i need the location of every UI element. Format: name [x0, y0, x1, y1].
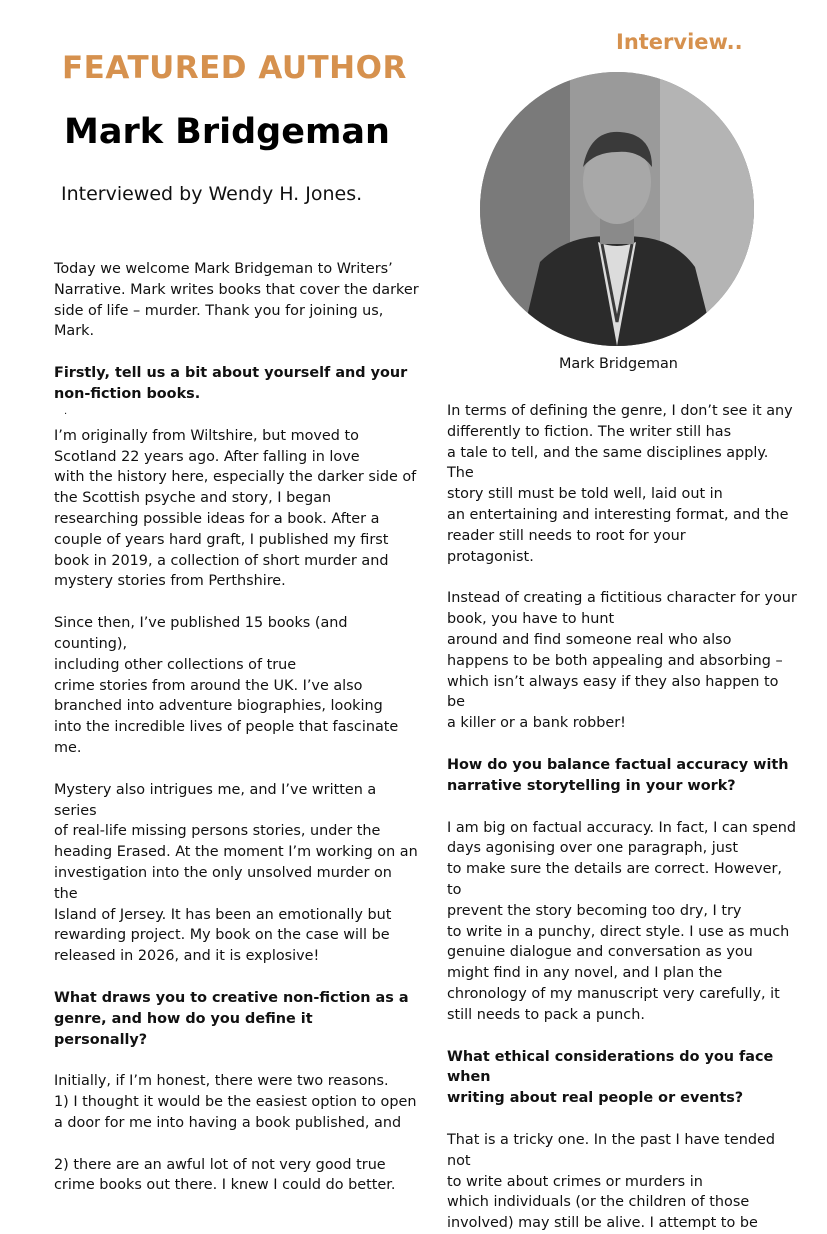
answer-paragraph: 2) there are an awful lot of not very good true crime books out there. I knew I could do better. [54, 1156, 396, 1194]
question-factual-accuracy: How do you balance factual accuracy with narrative storytelling in your work? [447, 756, 789, 794]
answer-paragraph: I’m originally from Wiltshire, but moved to Scotland 22 years ago. After falling in love with the history here, especially the darker side of the Scottish psyche and story, I began researching possible ideas for a book. After a couple of years hard graft, I published my first book in 2019, a collection of short murder and mystery stories from Perthshire. [54, 427, 417, 590]
question-about-yourself: Firstly, tell us a bit about yourself and your non-fiction books. [54, 365, 408, 402]
answer-paragraph: Initially, if I’m honest, there were two reasons. 1) I thought it would be the easiest option to open a door for me into having a book published, and [54, 1073, 417, 1131]
answer-paragraph: That is a tricky one. In the past I have tended not to write about crimes or murders in which individuals (or the children of those involved) may still be alive. I attempt to be [447, 1131, 775, 1232]
left-column [54, 259, 419, 1196]
interviewer-byline: Interviewed by Wendy H. Jones. [61, 183, 363, 205]
intro-paragraph: Today we welcome Mark Bridgeman to Writers’ Narrative. Mark writes books that cover the darker side of life – murder. Thank you for joining us, Mark. [54, 261, 419, 340]
right-column [447, 401, 797, 1234]
photo-caption: Mark Bridgeman [559, 356, 678, 372]
answer-paragraph: In terms of defining the genre, I don’t see it any differently to fiction. The writer still has a tale to tell, and the same disciplines apply. The story still must be told well, laid out in an entertaining and interesting format, and the reader still needs to root for your protagonist. [447, 403, 793, 565]
stray-dot: . [64, 405, 68, 417]
author-name-title: Mark Bridgeman [64, 112, 390, 152]
author-portrait-illustration [480, 72, 754, 346]
author-photo [480, 72, 754, 346]
answer-paragraph: Instead of creating a fictitious character for your book, you have to hunt around and find someone real who also happens to be both appealing and absorbing – which isn’t always easy if they also happen to be a killer or a bank robber! [447, 590, 797, 732]
question-ethical-considerations: What ethical considerations do you face when writing about real people or events? [447, 1048, 774, 1107]
question-creative-non-fiction: What draws you to creative non-fiction as a genre, and how do you define it personally? [54, 989, 409, 1048]
featured-author-heading: FEATURED AUTHOR [62, 50, 407, 86]
interview-label: Interview.. [616, 30, 743, 54]
answer-paragraph: Mystery also intrigues me, and I’ve written a series of real-life missing persons stories, under the heading Erased. At the moment I’m working on an investigation into the only unsolved murder on the Island of Jersey. It has been an emotionally but rewarding project. My book on the case will be released in 2026, and it is explosive! [54, 781, 418, 965]
answer-paragraph: I am big on factual accuracy. In fact, I can spend days agonising over one paragraph, just to make sure the details are correct. However, to prevent the story becoming too dry, I try to write in a punchy, direct style. I use as much genuine dialogue and conversation as you might find in any novel, and I plan the chronology of my manuscript very carefully, it still needs to pack a punch. [447, 819, 797, 1023]
answer-paragraph: Since then, I’ve published 15 books (and counting), including other collections of true crime stories from around the UK. I’ve also branched into adventure biographies, looking into the incredible lives of people that fascinate me. [54, 615, 399, 756]
